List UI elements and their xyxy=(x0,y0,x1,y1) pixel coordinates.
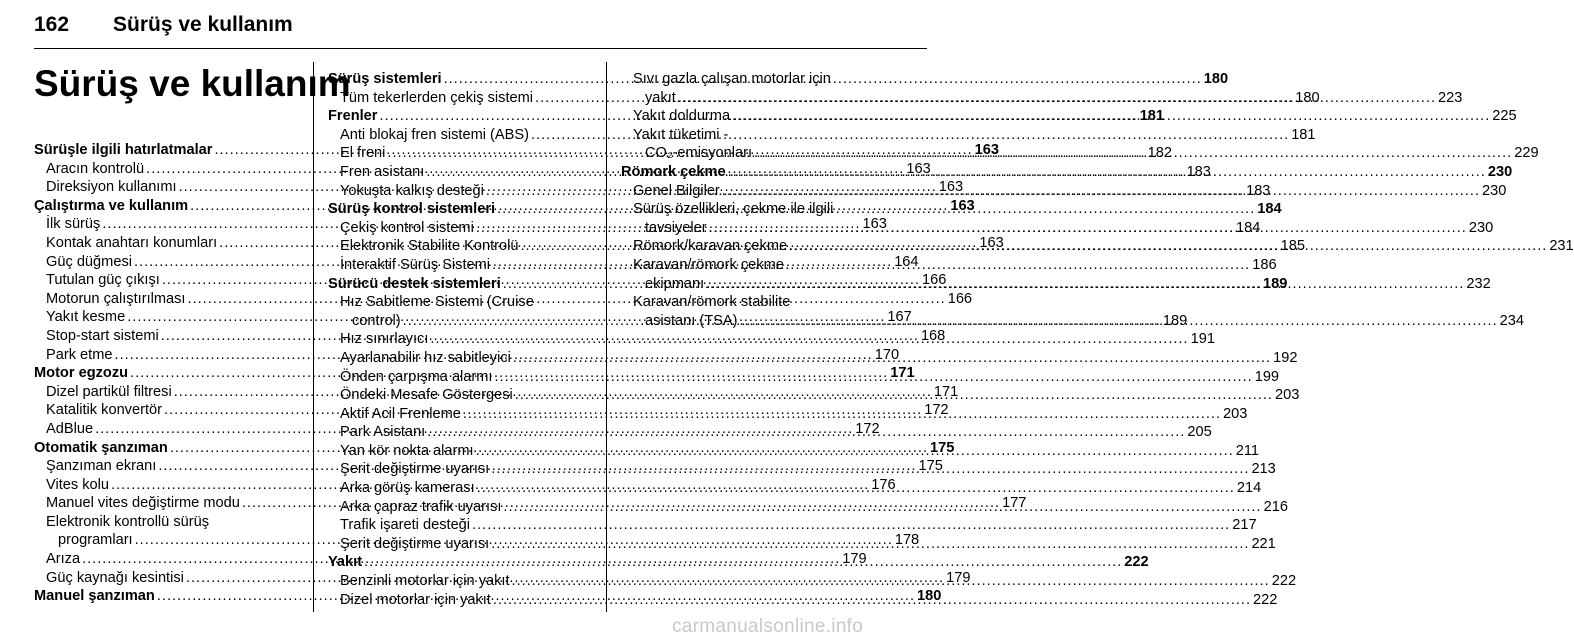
toc-entry-title: Benzinli motorlar için yakıt xyxy=(340,573,510,590)
toc-entry-title: tavsiyeler xyxy=(645,219,707,236)
toc-entry-title: Sürüşle ilgili hatırlatmalar xyxy=(34,142,213,158)
toc-entry-title: Vites kolu xyxy=(46,476,110,493)
toc-entry-text[interactable]: Yakıt tüketimi - xyxy=(633,126,729,143)
toc-entry-title: Tüm tekerlerden çekiş sistemi xyxy=(340,89,534,106)
toc-page-number: 163 xyxy=(862,216,887,233)
toc-page-number: 222 xyxy=(1124,554,1149,571)
toc-entry-title: Römork/karavan çekme xyxy=(633,238,788,255)
toc-page-number: 191 xyxy=(1190,331,1215,348)
toc-page-number: 230 xyxy=(1482,182,1507,199)
page-number: 162 xyxy=(34,13,70,36)
toc-page-number: 229 xyxy=(1514,145,1539,162)
leader-dots xyxy=(476,442,1234,461)
leader-dots xyxy=(678,89,1436,108)
toc-entry-title: Manuel şanzıman xyxy=(34,588,155,605)
toc-page-number: 171 xyxy=(933,383,959,400)
toc-page-number: 231 xyxy=(1549,238,1574,255)
toc-entry-text[interactable]: Karavan/römork çekme xyxy=(633,256,784,273)
leader-dots xyxy=(491,460,1249,479)
toc-page-number: 180 xyxy=(1203,71,1229,87)
toc-entry-title: Güç düğmesi xyxy=(46,253,132,270)
toc-entry-title: Anti blokaj fren sistemi (ABS) xyxy=(340,126,529,143)
leader-dots xyxy=(706,275,1464,294)
header-title: Sürüş ve kullanım xyxy=(113,13,293,36)
toc-page-number: 163 xyxy=(974,142,999,158)
toc-page-number: 192 xyxy=(1273,349,1298,366)
leader-dots xyxy=(732,107,1490,126)
toc-entry-title: control) xyxy=(352,312,401,329)
toc-entry-text[interactable]: Sürüş özellikleri, çekme ile ilgili xyxy=(633,201,834,218)
toc-page-number: 225 xyxy=(1492,108,1517,125)
toc-page-number: 186 xyxy=(1252,256,1277,273)
leader-dots xyxy=(463,405,1221,424)
leader-dots xyxy=(430,330,1188,349)
page-header xyxy=(34,8,927,49)
leader-dots xyxy=(515,386,1273,405)
toc-page-number: 163 xyxy=(950,197,975,214)
toc-entry-title: Ayarlanabilir hız sabitleyici xyxy=(340,349,511,366)
toc-page-number: 170 xyxy=(874,346,900,363)
toc-entry-title: Tutulan güç çıkışı xyxy=(46,272,160,289)
toc-entry-title: Kontak anahtarı konumları xyxy=(46,234,218,251)
toc-page-number: 164 xyxy=(894,253,919,270)
leader-dots xyxy=(427,423,1185,442)
leader-dots xyxy=(503,498,1261,517)
leader-dots xyxy=(513,349,1271,368)
toc-page-number: 216 xyxy=(1263,498,1288,515)
toc-entry-title: CO₂-emisyonları xyxy=(645,145,753,162)
toc-entry-title: Sürüş sistemleri xyxy=(328,71,442,87)
toc-entry-title: ekipmanı xyxy=(645,275,705,292)
toc-entry-title: Güç kaynağı kesintisi xyxy=(46,569,184,586)
toc-entry-title: AdBlue xyxy=(46,420,94,437)
toc-page-number: 222 xyxy=(1253,591,1278,608)
toc-entry-title: asistanı (TSA) xyxy=(645,312,738,329)
toc-entry-title: yakıt xyxy=(645,89,676,106)
toc-page-number: 217 xyxy=(1232,517,1257,534)
toc-page-number: 172 xyxy=(855,420,880,437)
leader-dots xyxy=(739,312,1497,331)
toc-entry-title: Şerit değiştirme uyarısı xyxy=(340,535,490,552)
toc-entry-title: Öndeki Mesafe Göstergesi xyxy=(340,387,513,404)
toc-page-number: 163 xyxy=(979,234,1004,251)
toc-entry-title: Aracın kontrolü xyxy=(46,160,145,177)
toc-entry-title: Hız sınırlayıcı xyxy=(340,331,429,348)
toc-entry-title: Önden çarpışma alarmı xyxy=(340,368,493,385)
toc-entry-title: İlk sürüş xyxy=(46,216,101,233)
toc-entry-title: Otomatik şanzıman xyxy=(34,439,168,456)
toc-page-number: 203 xyxy=(1223,405,1248,422)
toc-page-number: 183 xyxy=(1246,182,1271,199)
watermark: carmanualsonline.info xyxy=(672,616,864,637)
toc-entry-title: Aktif Acil Frenleme xyxy=(340,405,461,422)
leader-dots xyxy=(722,182,1480,201)
toc-entry-title: Stop-start sistemi xyxy=(46,327,159,344)
leader-dots xyxy=(709,219,1467,238)
toc-entry-title: Yokuşta kalkış desteği xyxy=(340,182,484,199)
toc-page-number: 213 xyxy=(1251,461,1276,478)
chapter-title: Sürüş ve kullanım xyxy=(34,63,351,104)
toc-page-number: 180 xyxy=(917,588,942,605)
toc-entry-title: Römork çekme xyxy=(621,163,726,180)
toc-page-number: 176 xyxy=(871,476,896,493)
toc-entry-title: Fren asistanı xyxy=(340,163,425,180)
toc-page-number: 175 xyxy=(930,439,955,456)
leader-dots xyxy=(364,553,1122,572)
toc-page-number: 166 xyxy=(922,272,947,289)
toc-entry-text[interactable]: Hız Sabitleme Sistemi (Cruise xyxy=(340,294,534,311)
toc-page-number: 184 xyxy=(1236,219,1261,236)
toc-entry-title: Manuel vites değiştirme modu xyxy=(46,495,240,512)
toc-entry-title: El freni xyxy=(340,145,386,162)
toc-page-number: 172 xyxy=(924,402,949,419)
toc-entry-title: Yan kör nokta alarmı xyxy=(340,442,474,459)
toc-entry-text[interactable]: Sıvı gazla çalışan motorlar için xyxy=(633,71,831,87)
leader-dots xyxy=(512,572,1270,591)
toc-entry-text[interactable]: Karavan/römork stabilite xyxy=(633,294,791,311)
toc-page-number: 203 xyxy=(1274,387,1300,404)
leader-dots xyxy=(472,516,1230,535)
toc-page-number: 178 xyxy=(894,532,920,549)
toc-page-number: 171 xyxy=(890,365,915,382)
toc-page-number: 179 xyxy=(842,551,867,568)
toc-entry-title: Arka çapraz trafik uyarısı xyxy=(340,498,502,515)
toc-page-number: 179 xyxy=(946,569,971,586)
toc-page-number: 211 xyxy=(1235,442,1260,459)
toc-page-number: 180 xyxy=(1295,89,1320,106)
toc-entry-title: Dizel motorlar için yakıt xyxy=(340,591,491,608)
toc-page-number: 189 xyxy=(1162,312,1188,329)
toc-entry-title: Katalitik konvertör xyxy=(46,402,162,419)
toc-page-number: 167 xyxy=(887,309,912,326)
toc-entry-title: Yakıt doldurma xyxy=(633,108,731,125)
leader-dots xyxy=(493,591,1251,610)
toc-page-number: 185 xyxy=(1280,238,1306,255)
toc-entry-title: Genel Bilgiler xyxy=(633,182,720,199)
toc-entry-title: Park etme xyxy=(46,346,113,363)
toc-page-number: 181 xyxy=(1139,108,1165,125)
toc-entry-title: Çalıştırma ve kullanım xyxy=(34,197,189,214)
toc-page-number: 163 xyxy=(906,160,931,177)
toc-page-number: 175 xyxy=(918,458,943,475)
toc-page-number: 177 xyxy=(1002,495,1027,512)
leader-dots xyxy=(754,144,1512,163)
toc-entry-title: Motor egzozu xyxy=(34,365,129,382)
toc-page-number: 205 xyxy=(1187,424,1212,441)
toc-entry-title: Yakıt xyxy=(328,554,363,571)
toc-page-number: 181 xyxy=(1291,126,1316,143)
toc-entry-title: Trafik işareti desteği xyxy=(340,517,471,534)
toc-page-number: 234 xyxy=(1499,312,1525,329)
leader-dots xyxy=(789,237,1547,256)
toc-entry-title: Şerit değiştirme uyarısı xyxy=(340,461,490,478)
toc-page-number: 166 xyxy=(947,290,973,307)
toc-page-number: 199 xyxy=(1254,368,1280,385)
toc-entry-title: Direksiyon kullanımı xyxy=(46,179,177,196)
toc-page-number: 168 xyxy=(920,327,946,344)
toc-page-number: 214 xyxy=(1236,480,1262,497)
leader-dots xyxy=(728,163,1486,182)
toc-entry-title: Park Asistanı xyxy=(340,424,426,441)
toc-page-number: 182 xyxy=(1147,145,1172,162)
toc-page-number: 222 xyxy=(1271,573,1297,590)
toc-page-number: 163 xyxy=(938,179,964,196)
toc-page-number: 223 xyxy=(1438,89,1463,106)
toc-entry-title: Sürüş kontrol sistemleri xyxy=(328,201,496,218)
leader-dots xyxy=(491,535,1249,554)
toc-entry-title: Motorun çalıştırılması xyxy=(46,290,186,307)
toc-entry-title: Arıza xyxy=(46,551,81,568)
toc-entry-title: Arka görüş kamerası xyxy=(340,480,475,497)
toc-entry-title: programları xyxy=(58,532,133,549)
toc-entry-title: Çekiş kontrol sistemi xyxy=(340,219,474,236)
leader-dots xyxy=(477,479,1235,498)
toc-page-number: 232 xyxy=(1466,275,1491,292)
toc-page-number: 221 xyxy=(1251,535,1276,552)
toc-entry-title: Frenler xyxy=(328,108,378,125)
toc-entry-title: Yakıt kesme xyxy=(46,309,126,326)
toc-entry-text[interactable]: Elektronik kontrollü sürüş xyxy=(46,513,210,530)
toc-page-number: 230 xyxy=(1468,219,1494,236)
toc-entry[interactable] xyxy=(328,516,1257,535)
toc-page-number: 189 xyxy=(1262,275,1288,292)
toc-entry-title: Elektronik Stabilite Kontrolü xyxy=(340,238,519,255)
leader-dots xyxy=(495,368,1253,387)
toc-entry-title: Dizel partikül filtresi xyxy=(46,383,172,400)
toc-entry-title: Şanzıman ekranı xyxy=(46,458,157,475)
toc-entry-title: Sürücü destek sistemleri xyxy=(328,275,501,292)
toc-page-number: 184 xyxy=(1257,201,1282,218)
toc-page-number: 183 xyxy=(1186,163,1211,180)
toc-entry-title: İnteraktif Sürüş Sistemi xyxy=(340,256,491,273)
toc-page-number: 230 xyxy=(1487,163,1513,180)
